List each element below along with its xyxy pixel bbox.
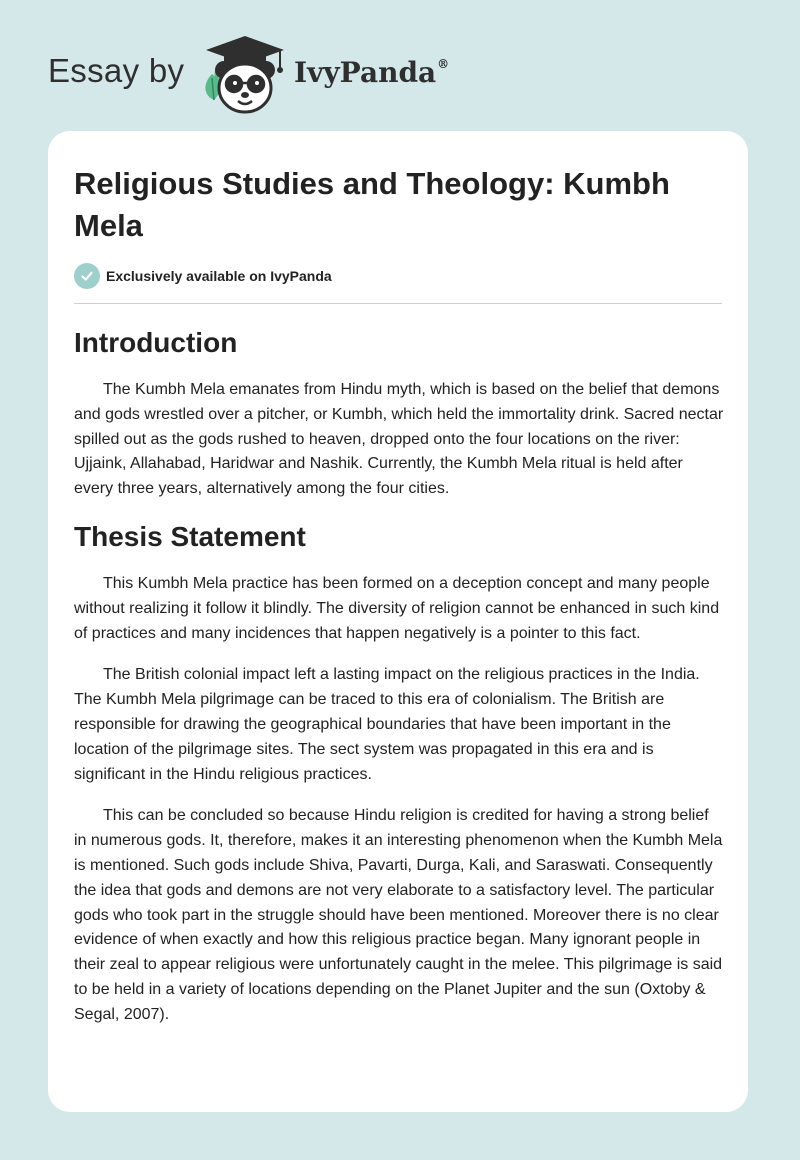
panda-graduate-icon[interactable] [200,34,290,116]
exclusive-badge [74,263,332,289]
section-heading-introduction: Introduction [74,327,238,358]
title-divider [74,303,722,304]
check-icon [74,263,100,289]
site-header [48,30,548,110]
paragraph: The British colonial impact left a lasting impact on the religious practices in the India. The Kumbh Mela pilgrimage can be traced to this era of colonialism. The British are responsible for drawing the geographical boundaries that have been important in the location of the pilgrimage sites. The sect system was propagated in this era and is significant in the Hindu religious practices. [74,666,700,783]
paragraph: The Kumbh Mela emanates from Hindu myth, which is based on the belief that demons and gods wrestled over a pitcher, or Kumbh, which held the immortality drink. Sacred nectar spilled out as the gods rushed to heaven, dropped onto the four locations on the river: Ujjaink, Allahabad, Haridwar and Nashik. Currently, the Kumbh Mela ritual is held after every three years, alternatively among the four cities. [74,381,724,498]
section-heading-thesis-statement: Thesis Statement [74,520,306,552]
essay-by-label: Essay by [48,52,185,89]
exclusive-badge-label: Exclusively available on IvyPanda [106,268,332,284]
brand-name: IvyPanda [294,56,437,89]
essay-body [74,325,724,1028]
page-title: Religious Studies and Theology: Kumbh Mela [74,166,670,243]
registered-mark: ® [437,57,450,71]
paragraph: This can be concluded so because Hindu religion is credited for having a strong belief in numerous gods. It, therefore, makes it an interesting phenomenon when the Kumbh Mela is mentioned. Such gods include Shiva, Pavarti, Durga, Kali, and Saraswati. Consequently the idea that gods and demons are not very elaborate to a satisfactory level. The particular gods who took part in the struggle should have been mentioned. Moreover there is no clear evidence of when exactly and how this religious practice began. Many ignorant people in their zeal to appear religious were unfortunately caught in the melee. This pilgrimage is said to be held in a variety of locations depending on the Planet Jupiter and the sun (Oxtoby & Segal, 2007). [74,807,723,1023]
essay-card [48,131,748,1112]
brand-logo-text[interactable] [294,56,449,89]
paragraph: This Kumbh Mela practice has been formed on a deception concept and many people without realizing it follow it blindly. The diversity of religion cannot be enhanced in such kind of practices and many incidences that happen negatively is a pointer to this fact. [74,574,720,642]
